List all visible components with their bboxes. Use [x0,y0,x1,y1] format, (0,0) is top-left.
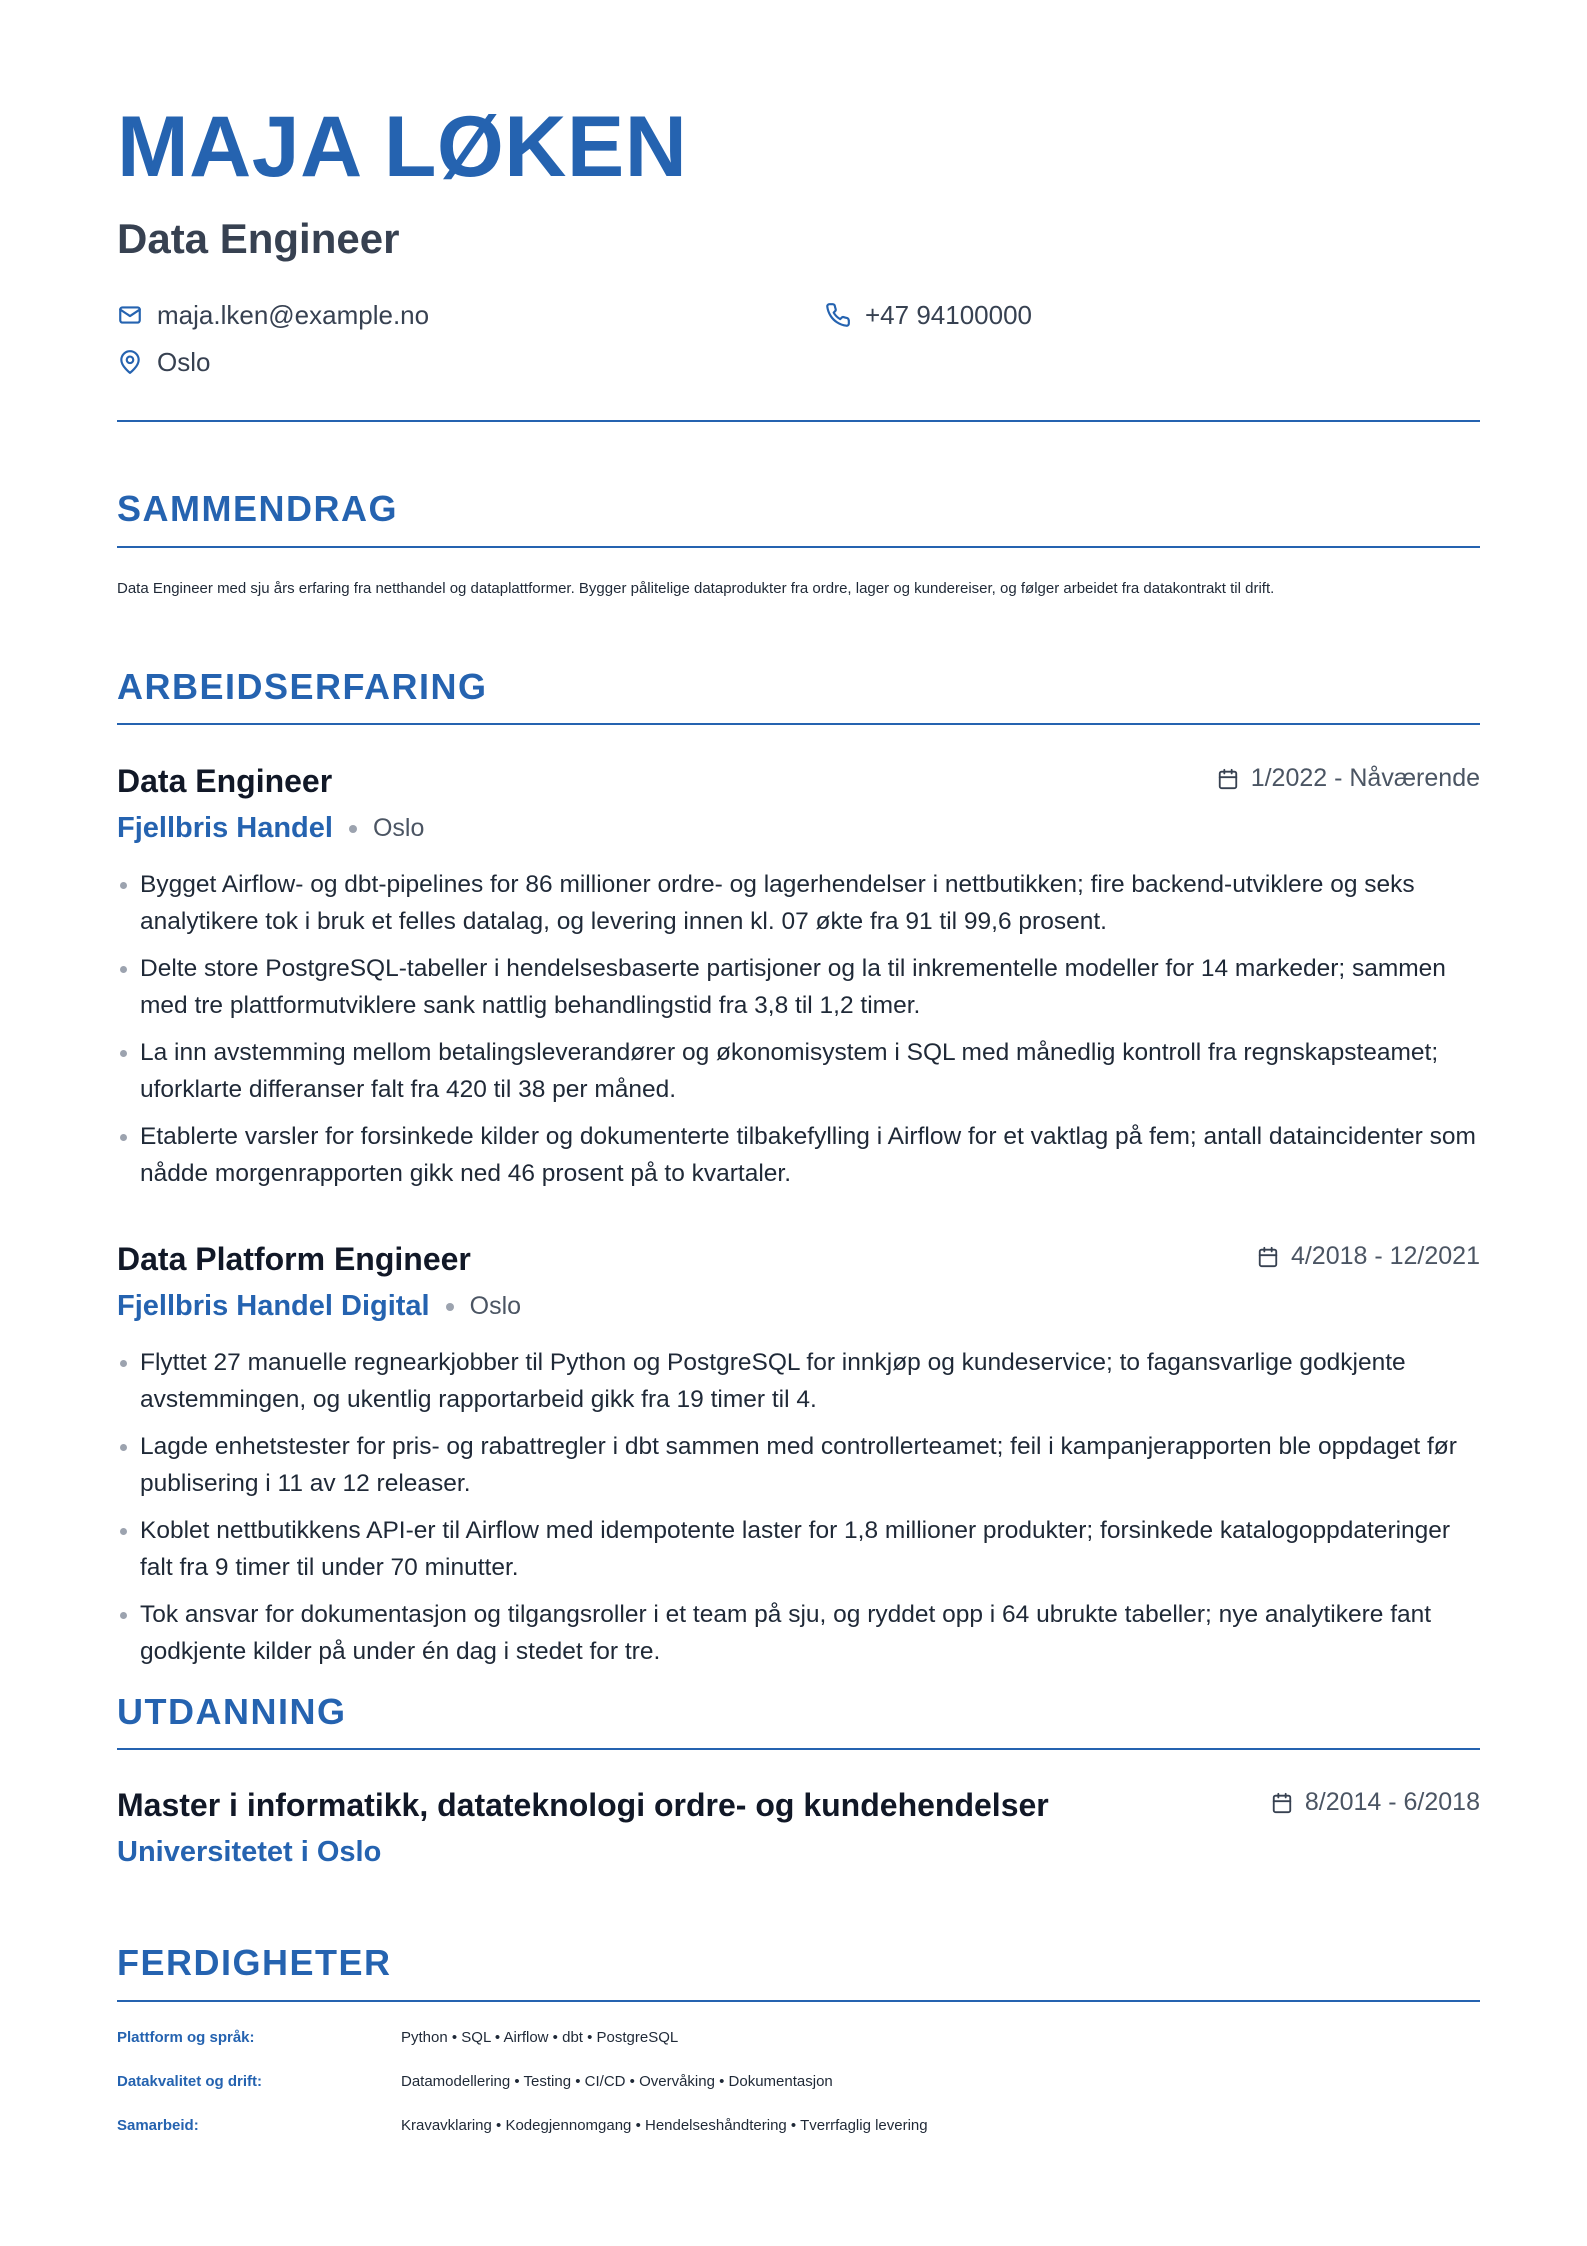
calendar-icon [1257,1246,1279,1268]
degree-title: Master i informatikk, datateknologi ordre- og kundehendelser [117,1787,1049,1823]
list-item: Flyttet 27 manuelle regnearkjobber til Python og PostgreSQL for innkjøp og kundeservice; to fagansvarlige godkjente avstemmingen, og ukentlig rapportarbeid gikk fra 19 timer til 4. [117,1344,1480,1418]
list-item: Koblet nettbutikkens API-er til Airflow med idempotente laster for 1,8 millioner produkter; forsinkede katalogoppdateringer falt fra 9 timer til under 70 minutter. [117,1512,1480,1586]
job-date-text: 1/2022 - Nåværende [1250,764,1480,792]
summary-text: Data Engineer med sju års erfaring fra netthandel og dataplattformer. Bygger pålitelige dataprodukter fra ordre, lager og kundereiser, og følger arbeidet fra datakontrakt til drift. [117,580,1275,597]
company-name: Fjellbris Handel [117,812,333,844]
section-title-education: UTDANNING [117,1691,347,1732]
calendar-icon [1217,768,1239,790]
section-title-experience: ARBEIDSERFARING [117,666,488,707]
skill-value: Kravavklaring • Kodegjennomgang • Hendelseshåndtering • Tverrfaglig levering [401,2117,928,2134]
job-location: Oslo [372,814,425,842]
list-item: Bygget Airflow- og dbt-pipelines for 86 millioner ordre- og lagerhendelser i nettbutikken; fire backend-utviklere og seks analytikere tok i bruk et felles datalag, og levering innen kl. 07 økte fra 91 til 99,6 prosent. [117,866,1480,940]
education-divider [117,1748,1480,1750]
job-date [1217,766,1480,791]
header-divider [117,420,1480,422]
skill-value: Python • SQL • Airflow • dbt • PostgreSQL [401,2029,679,2046]
job-company-row [117,1292,521,1321]
phone-icon [825,302,851,328]
list-item: Delte store PostgreSQL-tabeller i hendelsesbaserte partisjoner og la til inkrementelle modeller for 14 markeder; sammen med tre plattformutviklere sank nattlig behandlingstid fra 3,8 til 1,2 timer. [117,950,1480,1024]
skill-label: Plattform og språk: [117,2029,255,2046]
education-date [1271,1790,1480,1815]
section-title-skills: FERDIGHETER [117,1942,392,1983]
school-name: Universitetet i Oslo [117,1836,382,1868]
phone-text: +47 94100000 [865,300,1033,330]
job-title: Data Platform Engineer [117,1241,471,1277]
list-item: La inn avstemming mellom betalingsleverandører og økonomisystem i SQL med månedlig kontroll fra regnskapsteamet; uforklarte differanser falt fra 420 til 38 per måned. [117,1034,1480,1108]
skill-value: Datamodellering • Testing • CI/CD • Overvåking • Dokumentasjon [401,2073,833,2090]
job-company-row [117,814,424,843]
calendar-icon [1271,1792,1293,1814]
company-name: Fjellbris Handel Digital [117,1290,430,1322]
job-title: Data Engineer [117,763,333,799]
contact-phone[interactable] [825,302,1032,328]
list-item: Etablerte varsler for forsinkede kilder og dokumenterte tilbakefylling i Airflow for et vaktlag på fem; antall dataincidenter som nådde morgenrapporten gikk ned 46 prosent på to kvartaler. [117,1118,1480,1192]
job-date [1257,1244,1480,1269]
list-item: Lagde enhetstester for pris- og rabattregler i dbt sammen med controllerteamet; feil i kampanjerapporten ble oppdaget før publisering i 11 av 12 releaser. [117,1428,1480,1502]
contact-email[interactable] [117,302,429,328]
job-location: Oslo [469,1292,522,1320]
experience-divider [117,723,1480,725]
job-date-text: 4/2018 - 12/2021 [1290,1242,1480,1270]
school-row [117,1838,381,1867]
separator-dot [349,825,357,833]
summary-divider [117,546,1480,548]
email-text: maja.lken@example.no [157,300,430,330]
section-title-summary: SAMMENDRAG [117,488,398,529]
job-bullets [117,866,1480,1202]
mail-icon [117,302,143,328]
list-item: Tok ansvar for dokumentasjon og tilgangsroller i et team på sju, og ryddet opp i 64 ubrukte tabeller; nye analytikere fant godkjente kilder på under én dag i stedet for tre. [117,1596,1480,1670]
separator-dot [446,1303,454,1311]
candidate-name: MAJA LØKEN [117,99,688,195]
contact-location [117,349,210,375]
skill-label: Datakvalitet og drift: [117,2073,263,2090]
map-pin-icon [117,349,143,375]
skill-label: Samarbeid: [117,2117,199,2134]
location-text: Oslo [157,347,211,377]
job-bullets [117,1344,1480,1680]
skills-divider [117,2000,1480,2002]
education-date-text: 8/2014 - 6/2018 [1304,1788,1480,1816]
candidate-title: Data Engineer [117,215,400,262]
